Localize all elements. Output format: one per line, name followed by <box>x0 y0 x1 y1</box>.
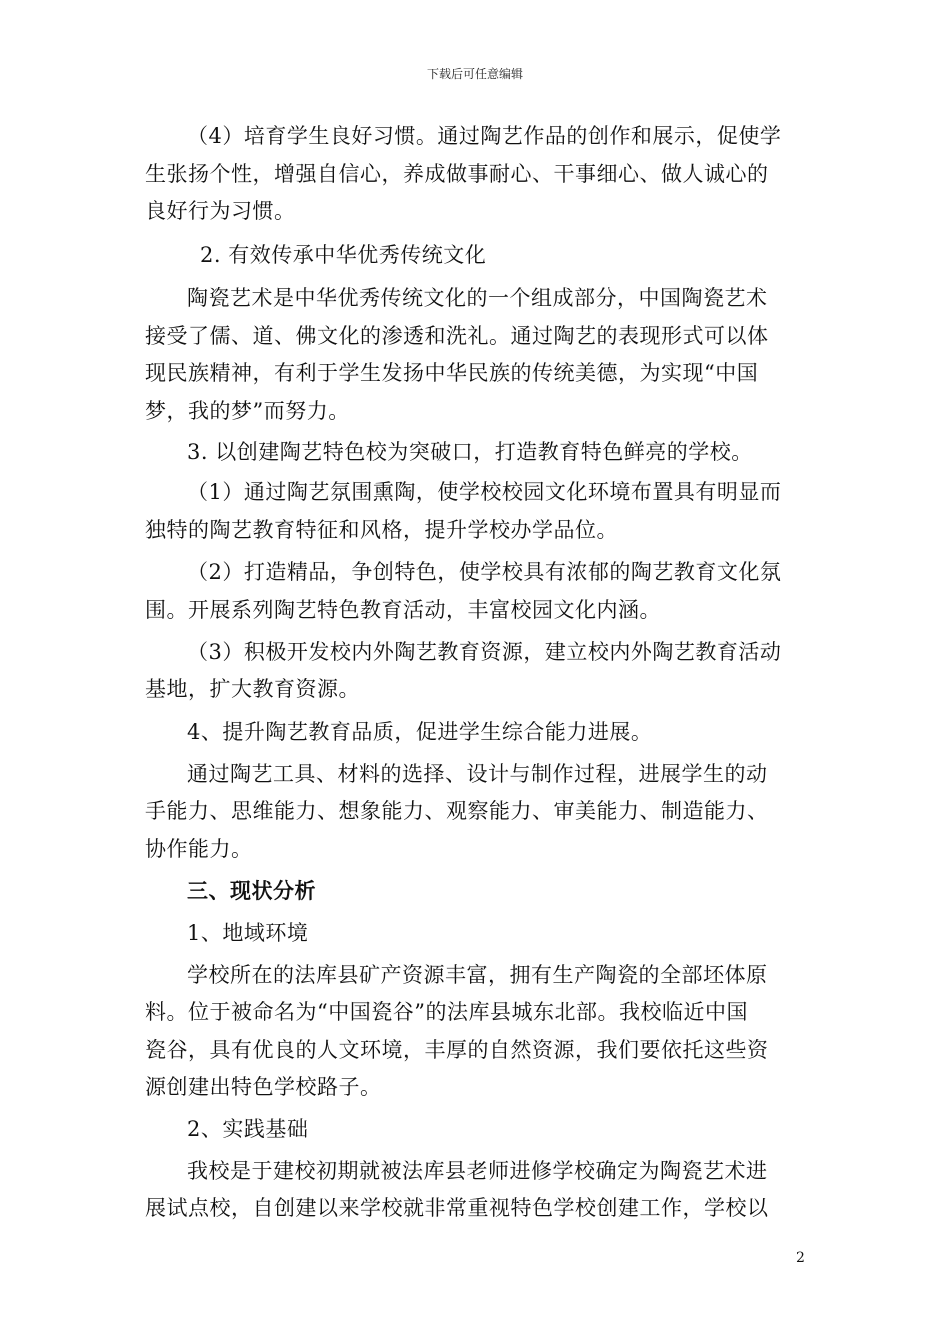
text-line: 梦，我的梦”而努力。 <box>145 399 350 423</box>
section-heading: 2. 有效传承中华优秀传统文化 <box>200 243 487 267</box>
text-line: 学校所在的法库县矿产资源丰富，拥有生产陶瓷的全部坯体原 <box>187 963 768 987</box>
text-line: 料。位于被命名为“中国瓷谷”的法库县城东北部。我校临近中国 <box>145 1000 748 1024</box>
section-heading: 三、现状分析 <box>187 878 316 903</box>
text-line: 陶瓷艺术是中华优秀传统文化的一个组成部分，中国陶瓷艺术 <box>187 286 768 310</box>
text-line: （3）积极开发校内外陶艺教育资源，建立校内外陶艺教育活动 <box>187 640 782 664</box>
text-line: 通过陶艺工具、材料的选择、设计与制作过程，进展学生的动 <box>187 762 768 786</box>
header-note: 下载后可任意编辑 <box>426 67 523 81</box>
section-heading: 2、实践基础 <box>187 1117 309 1141</box>
page-number: 2 <box>796 1250 805 1266</box>
section-heading: 4、提升陶艺教育品质，促进学生综合能力进展。 <box>187 720 653 744</box>
text-line: 独特的陶艺教育特征和风格，提升学校办学品位。 <box>145 518 618 542</box>
text-line: 良好行为习惯。 <box>145 199 296 223</box>
text-line: 接受了儒、道、佛文化的渗透和洗礼。通过陶艺的表现形式可以体 <box>145 324 769 348</box>
text-line: 展试点校，自创建以来学校就非常重视特色学校创建工作，学校以 <box>145 1196 769 1220</box>
text-line: 现民族精神，有利于学生发扬中华民族的传统美德，为实现“中国 <box>145 361 759 385</box>
section-heading: 3. 以创建陶艺特色校为突破口，打造教育特色鲜亮的学校。 <box>187 440 753 464</box>
text-line: 生张扬个性，增强自信心，养成做事耐心、干事细心、做人诚心的 <box>145 162 769 186</box>
text-line: 协作能力。 <box>145 837 253 861</box>
text-line: 瓷谷，具有优良的人文环境，丰厚的自然资源，我们要依托这些资 <box>145 1038 769 1062</box>
text-line: （4）培育学生良好习惯。通过陶艺作品的创作和展示，促使学 <box>187 124 782 148</box>
text-line: 基地，扩大教育资源。 <box>145 677 360 701</box>
text-line: 手能力、思维能力、想象能力、观察能力、审美能力、制造能力、 <box>145 799 769 823</box>
text-line: 源创建出特色学校路子。 <box>145 1075 382 1099</box>
text-line: 围。开展系列陶艺特色教育活动，丰富校园文化内涵。 <box>145 598 661 622</box>
text-line: （1）通过陶艺氛围熏陶，使学校校园文化环境布置具有明显而 <box>187 480 782 504</box>
section-heading: 1、地域环境 <box>187 921 309 945</box>
text-line: 我校是于建校初期就被法库县老师进修学校确定为陶瓷艺术进 <box>187 1159 768 1183</box>
text-line: （2）打造精品，争创特色，使学校具有浓郁的陶艺教育文化氛 <box>187 560 782 584</box>
